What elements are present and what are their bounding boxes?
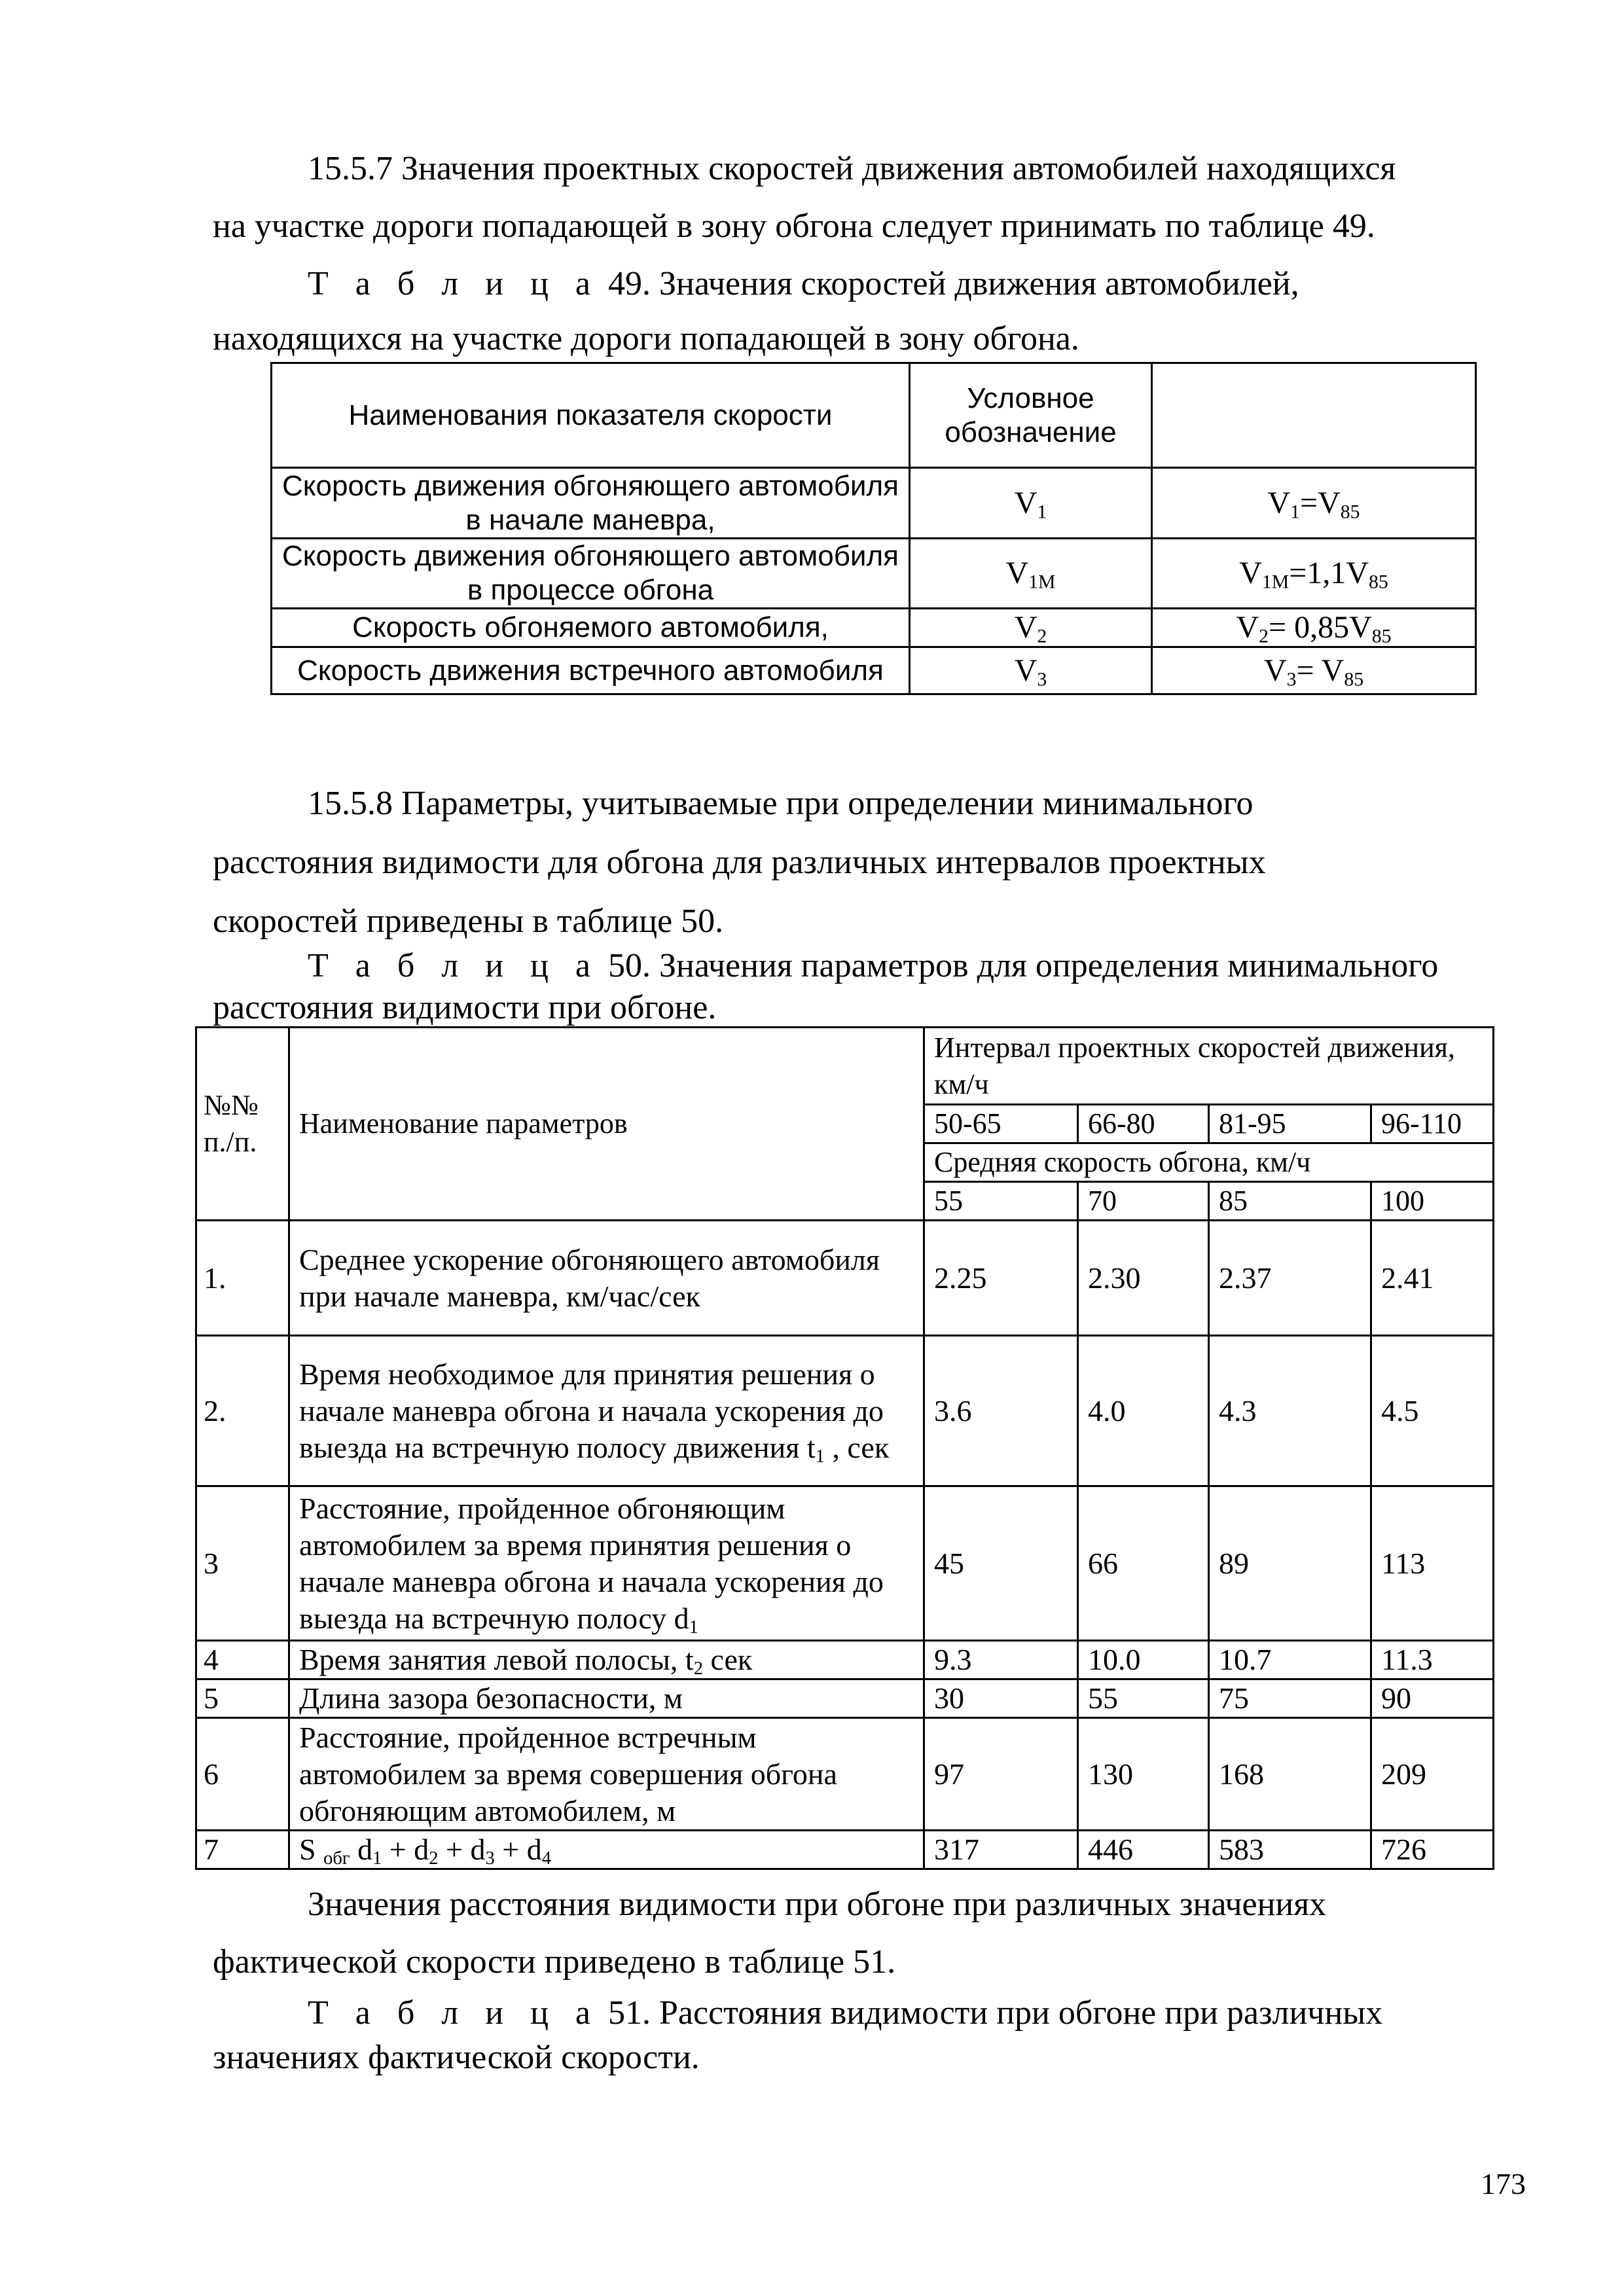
interval-cell: 81-95 <box>1209 1105 1371 1143</box>
table-50-num-header: №№ п./п. <box>196 1028 289 1221</box>
table-row <box>196 1221 1494 1336</box>
indicator-name: Скорость обгоняемого автомобиля, <box>272 609 910 647</box>
formula-cell: $V_2= 0,85V_{85}$ <box>1152 609 1476 647</box>
table-row <box>196 1641 1494 1679</box>
value-cell: 4.3 <box>1209 1336 1371 1486</box>
caption49-line1 <box>308 260 1299 308</box>
row-number: 1. <box>196 1221 289 1336</box>
table-row <box>196 1486 1494 1641</box>
row-number: 6 <box>196 1718 289 1831</box>
row-number: 7 <box>196 1831 289 1869</box>
table-49-header <box>272 363 1476 468</box>
table-50-avg-header: Средняя скорость обгона, км/ч <box>924 1143 1494 1182</box>
parameter-name: Среднее ускорение обгоняющего автомобиля при начале маневра, км/час/сек <box>289 1221 924 1336</box>
parameter-name: Время необходимое для принятия решения о начале маневра обгона и начала ускорения до выезда на встречную полосу движения $t_1$ , сек <box>289 1336 924 1486</box>
value-cell: 89 <box>1209 1486 1371 1641</box>
intro1-line1: 15.5.7 Значения проектных скоростей движения автомобилей находящихся <box>308 150 1396 187</box>
subscript: 85 <box>1371 625 1392 647</box>
value-cell: 2.30 <box>1078 1221 1209 1336</box>
value-cell: 317 <box>924 1831 1078 1869</box>
subscript: 2 <box>429 1848 439 1869</box>
table-row <box>196 1679 1494 1718</box>
indicator-name: Скорость движения обгоняющего автомобиля в процессе обгона <box>272 539 910 609</box>
indicator-name: Скорость движения встречного автомобиля <box>272 647 910 694</box>
caption49-title: 49. Значения скоростей движения автомобилей, <box>608 265 1299 302</box>
outro-line2: фактической скорости приведено в таблице 51. <box>213 1943 896 1981</box>
parameter-name: S $_{обг}$ $d_1 + d_2 + d_3 + d_4$ <box>289 1831 924 1869</box>
avg-speed-cell: 85 <box>1209 1182 1371 1221</box>
subscript: 4 <box>541 1848 551 1869</box>
parameter-name: Расстояние, пройденное обгоняющим автомобилем за время принятия решения о начале маневра обгона и начала ускорения до выезда на встречную полосу $d_1$ <box>289 1486 924 1641</box>
formula-cell: $V_3= V_{85}$ <box>1152 647 1476 694</box>
intro2-line2: расстояния видимости для обгона для различных интервалов проектных <box>213 844 1266 881</box>
value-cell: 2.37 <box>1209 1221 1371 1336</box>
table-50-interval-header: Интервал проектных скоростей движения, км/ч <box>924 1028 1494 1105</box>
table-row <box>196 1336 1494 1486</box>
caption50-line2: расстояния видимости при обгоне. <box>213 989 717 1026</box>
symbol-cell: $V_{1M}$ <box>910 539 1152 609</box>
header-symbol: Условное обозначение <box>910 363 1152 468</box>
header-indicator-name: Наименования показателя скорости <box>272 363 910 468</box>
formula-cell: $V_1=V_{85}$ <box>1152 468 1476 539</box>
subscript: 85 <box>1340 500 1360 522</box>
page-number: 173 <box>1481 2167 1526 2200</box>
caption51-label: Т а б л и ц а <box>308 1994 600 2032</box>
intro2-line3: скоростей приведены в таблице 50. <box>213 903 724 940</box>
value-cell: 97 <box>924 1718 1078 1831</box>
table-49 <box>270 362 1477 695</box>
caption50-label: Т а б л и ц а <box>308 947 600 984</box>
subscript: 1M <box>1028 571 1056 593</box>
table-row <box>196 1718 1494 1831</box>
formula-cell: $V_{1M}=1,1V_{85}$ <box>1152 539 1476 609</box>
interval-cell: 96-110 <box>1371 1105 1494 1143</box>
caption50-line1 <box>308 942 1438 990</box>
table-50 <box>195 1026 1494 1870</box>
intro2-line1: 15.5.8 Параметры, учитываемые при определении минимального <box>308 785 1254 822</box>
subscript: 1 <box>689 1617 698 1638</box>
value-cell: 583 <box>1209 1831 1371 1869</box>
subscript: 2 <box>1037 625 1047 647</box>
table-row <box>196 1831 1494 1869</box>
value-cell: 9.3 <box>924 1641 1078 1679</box>
value-cell: 446 <box>1078 1831 1209 1869</box>
value-cell: 3.6 <box>924 1336 1078 1486</box>
value-cell: 113 <box>1371 1486 1494 1641</box>
table-row <box>272 647 1476 694</box>
table-50-name-header: Наименование параметров <box>289 1028 924 1221</box>
value-cell: 10.0 <box>1078 1641 1209 1679</box>
row-number: 2. <box>196 1336 289 1486</box>
subscript: 85 <box>1368 571 1388 593</box>
indicator-name: Скорость движения обгоняющего автомобиля в начале маневра, <box>272 468 910 539</box>
subscript: 1 <box>1037 500 1047 522</box>
value-cell: 11.3 <box>1371 1641 1494 1679</box>
value-cell: 75 <box>1209 1679 1371 1718</box>
value-cell: 45 <box>924 1486 1078 1641</box>
value-cell: 4.0 <box>1078 1336 1209 1486</box>
subscript: обг <box>323 1848 350 1869</box>
avg-speed-cell: 70 <box>1078 1182 1209 1221</box>
subscript: 1M <box>1261 571 1290 593</box>
header-formula <box>1152 363 1476 468</box>
intro1-line2: на участке дороги попадающей в зону обгона следует принимать по таблице 49. <box>213 207 1375 245</box>
parameter-name: Расстояние, пройденное встречным автомобилем за время совершения обгона обгоняющим автомобилем, м <box>289 1718 924 1831</box>
table-row <box>272 468 1476 539</box>
symbol-cell: $V_3$ <box>910 647 1152 694</box>
parameter-name: Время занятия левой полосы, $t_2$ сек <box>289 1641 924 1679</box>
interval-cell: 66-80 <box>1078 1105 1209 1143</box>
table-row <box>272 539 1476 609</box>
subscript: 1 <box>372 1848 382 1869</box>
symbol-cell: $V_2$ <box>910 609 1152 647</box>
row-number: 4 <box>196 1641 289 1679</box>
value-cell: 10.7 <box>1209 1641 1371 1679</box>
caption49-label: Т а б л и ц а <box>308 265 600 302</box>
subscript: 2 <box>693 1659 703 1679</box>
value-cell: 130 <box>1078 1718 1209 1831</box>
value-cell: 209 <box>1371 1718 1494 1831</box>
table-row <box>272 609 1476 647</box>
value-cell: 726 <box>1371 1831 1494 1869</box>
subscript: 3 <box>1037 668 1047 690</box>
avg-speed-cell: 55 <box>924 1182 1078 1221</box>
subscript: 1 <box>815 1446 825 1467</box>
value-cell: 30 <box>924 1679 1078 1718</box>
value-cell: 2.41 <box>1371 1221 1494 1336</box>
symbol-cell: $V_1$ <box>910 468 1152 539</box>
subscript: 3 <box>1286 668 1297 690</box>
interval-cell: 50-65 <box>924 1105 1078 1143</box>
subscript: 85 <box>1344 668 1364 690</box>
value-cell: 4.5 <box>1371 1336 1494 1486</box>
value-cell: 90 <box>1371 1679 1494 1718</box>
subscript: 1 <box>1290 500 1301 522</box>
row-number: 3 <box>196 1486 289 1641</box>
caption50-title: 50. Значения параметров для определения минимального <box>608 947 1439 984</box>
caption51-title: 51. Расстояния видимости при обгоне при различных <box>608 1994 1383 2032</box>
row-number: 5 <box>196 1679 289 1718</box>
value-cell: 168 <box>1209 1718 1371 1831</box>
caption51-line2: значениях фактической скорости. <box>213 2039 700 2076</box>
parameter-name: Длина зазора безопасности, м <box>289 1679 924 1718</box>
avg-speed-cell: 100 <box>1371 1182 1494 1221</box>
subscript: 3 <box>485 1848 495 1869</box>
value-cell: 55 <box>1078 1679 1209 1718</box>
subscript: 2 <box>1259 625 1269 647</box>
value-cell: 66 <box>1078 1486 1209 1641</box>
value-cell: 2.25 <box>924 1221 1078 1336</box>
caption51-line1 <box>308 1990 1382 2037</box>
outro-line1: Значения расстояния видимости при обгоне при различных значениях <box>308 1886 1327 1923</box>
caption49-line2: находящихся на участке дороги попадающей в зону обгона. <box>213 320 1079 357</box>
